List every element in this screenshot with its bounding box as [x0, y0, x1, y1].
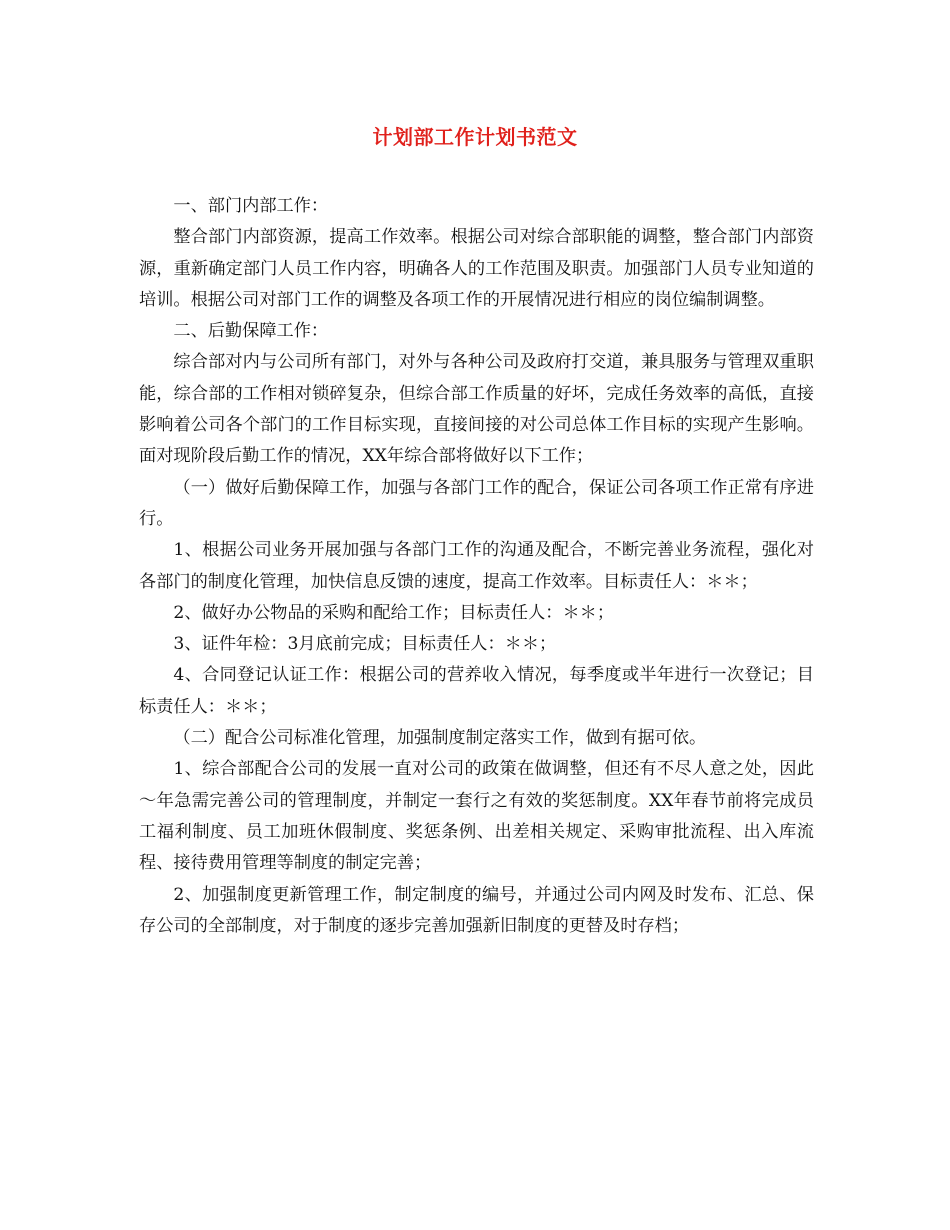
paragraph-internal-work: 整合部门内部资源，提高工作效率。根据公司对综合部职能的调整，整合部门内部资源，重新确定部门人员工作内容，明确各人的工作范围及职责。加强部门人员专业知道的培训。根据公司对部门工作的调整及各项工作的开展情况进行相应的岗位编制调整。	[139, 227, 814, 310]
list-item-6: 2、加强制度更新管理工作，制定制度的编号，并通过公司内网及时发布、汇总、保存公司的全部制度，对于制度的逐步完善加强新旧制度的更替及时存档；	[139, 884, 814, 936]
list-item-2: 2、做好办公物品的采购和配给工作；目标责任人：＊＊；	[173, 602, 615, 623]
heading-logistics-work: 二、后勤保障工作：	[173, 321, 329, 342]
subheading-standardization: （二）配合公司标准化管理，加强制度制定落实工作，做到有据可依。	[173, 728, 707, 749]
subheading-logistics-support: （一）做好后勤保障工作，加强与各部门工作的配合，保证公司各项工作正常有序进行。	[139, 477, 814, 529]
list-item-5: 1、综合部配合公司的发展一直对公司的政策在做调整，但还有不尽人意之处，因此～年急需完善公司的管理制度，并制定一套行之有效的奖惩制度。XX年春节前将完成员工福利制度、员工加班休假制度、奖惩条例、出差相关规定、采购审批流程、出入库流程、接待费用管理等制度的制定完善；	[139, 759, 814, 874]
document-body	[139, 191, 814, 942]
list-item-4: 4、合同登记认证工作：根据公司的营养收入情况，每季度或半年进行一次登记；目标责任人：＊＊；	[139, 665, 814, 717]
list-item-1: 1、根据公司业务开展加强与各部门工作的沟通及配合，不断完善业务流程，强化对各部门的制度化管理，加快信息反馈的速度，提高工作效率。目标责任人：＊＊；	[139, 540, 814, 592]
document-title: 计划部工作计划书范文	[372, 125, 578, 149]
list-item-3: 3、证件年检：3月底前完成；目标责任人：＊＊；	[173, 634, 557, 655]
paragraph-logistics-intro: 综合部对内与公司所有部门，对外与各种公司及政府打交道，兼具服务与管理双重职能，综合部的工作相对锁碎复杂，但综合部工作质量的好坏，完成任务效率的高低，直接影响着公司各个部门的工作目标实现，直接间接的对公司总体工作目标的实现产生影响。面对现阶段后勤工作的情况，XX年综合部将做好以下工作；	[139, 352, 814, 467]
heading-internal-work: 一、部门内部工作：	[173, 196, 329, 216]
